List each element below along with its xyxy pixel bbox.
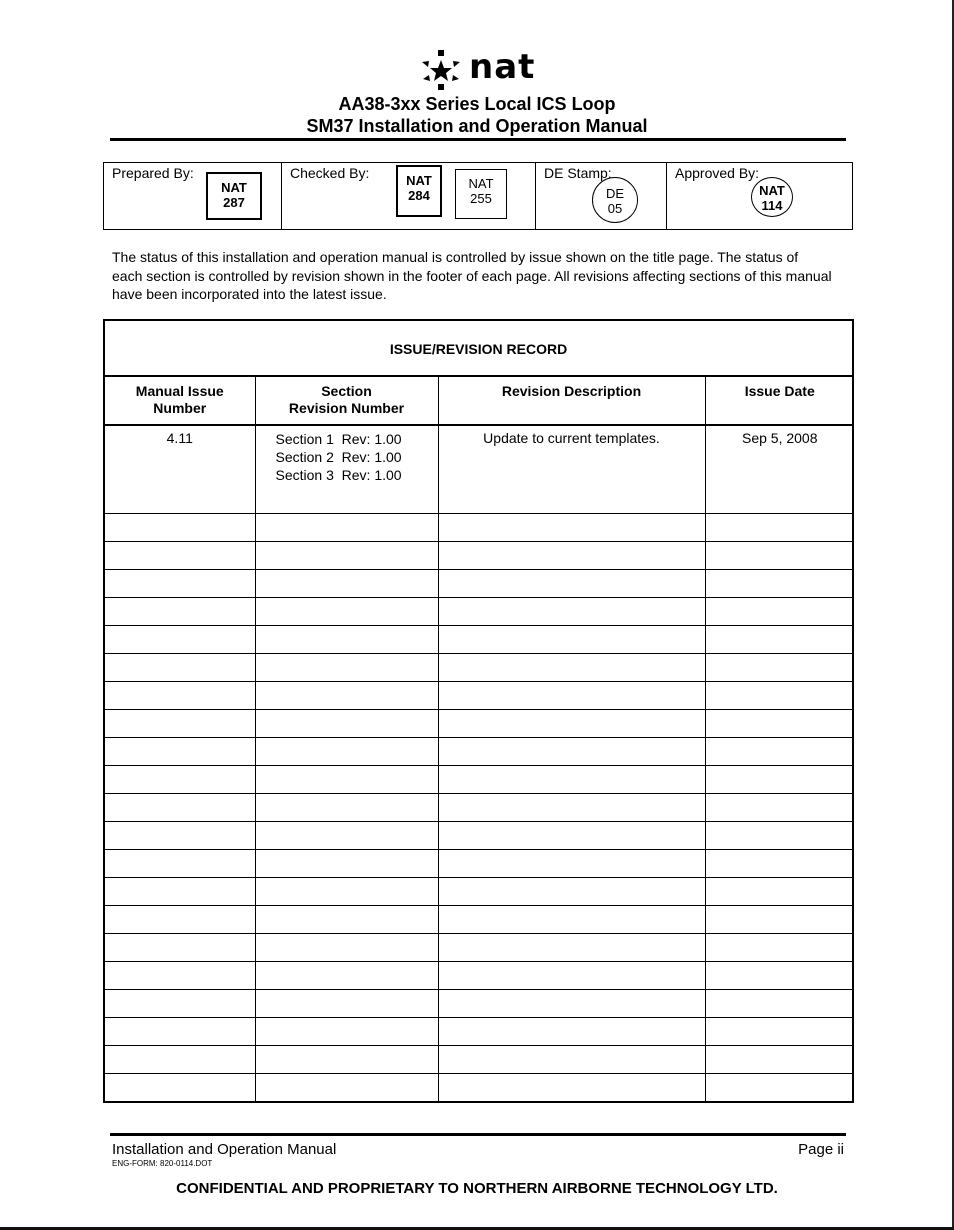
empty-cell [255, 905, 438, 933]
table-row [105, 821, 854, 849]
header-line: Manual Issue [135, 383, 224, 399]
empty-cell [438, 821, 705, 849]
empty-cell [438, 961, 705, 989]
table-row [105, 1017, 854, 1045]
empty-cell [705, 569, 854, 597]
section-revision: Section 3 Rev: 1.00 [275, 467, 402, 483]
empty-cell [705, 1017, 854, 1045]
empty-cell [438, 877, 705, 905]
stamp-line: 287 [223, 195, 245, 210]
table-row [105, 681, 854, 709]
empty-rows [105, 485, 854, 1101]
empty-cell [105, 513, 255, 541]
empty-cell [705, 961, 854, 989]
empty-cell [438, 485, 705, 513]
empty-cell [105, 569, 255, 597]
table-row [105, 989, 854, 1017]
table-row [105, 961, 854, 989]
table-row [105, 765, 854, 793]
empty-cell [705, 1045, 854, 1073]
empty-cell [255, 513, 438, 541]
table-row [105, 541, 854, 569]
table-row [105, 877, 854, 905]
document-title: AA38-3xx Series Local ICS Loop [338, 94, 616, 114]
empty-cell [438, 569, 705, 597]
empty-cell [255, 821, 438, 849]
empty-cell [438, 849, 705, 877]
approved-by-label: Approved By: [675, 165, 760, 181]
empty-cell [255, 485, 438, 513]
stamp-line: NAT [468, 176, 494, 191]
footer-divider [110, 1133, 846, 1136]
de-stamp-cell [536, 163, 667, 229]
table-row [105, 905, 854, 933]
description-cell: Update to current templates. [438, 425, 705, 485]
empty-cell [105, 597, 255, 625]
empty-cell [705, 989, 854, 1017]
stamp-line: DE [605, 186, 625, 201]
de-stamp-label: DE Stamp: [544, 165, 612, 181]
empty-cell [705, 709, 854, 737]
empty-cell [255, 709, 438, 737]
empty-cell [105, 541, 255, 569]
table-row [105, 625, 854, 653]
checked-by-cell [282, 163, 536, 229]
footer-manual-name: Installation and Operation Manual [112, 1141, 337, 1158]
stamp-line: 114 [761, 198, 783, 213]
empty-cell [705, 849, 854, 877]
empty-cell [255, 1045, 438, 1073]
empty-cell [705, 877, 854, 905]
empty-cell [105, 765, 255, 793]
empty-cell [255, 765, 438, 793]
empty-cell [255, 541, 438, 569]
empty-cell [705, 793, 854, 821]
empty-cell [105, 681, 255, 709]
table-row [105, 597, 854, 625]
empty-cell [705, 513, 854, 541]
empty-cell [705, 933, 854, 961]
empty-cell [255, 933, 438, 961]
table-row [105, 425, 854, 485]
header-section [255, 377, 438, 425]
empty-cell [255, 737, 438, 765]
header-divider [110, 138, 846, 141]
table-header-row [105, 377, 854, 425]
empty-cell [255, 569, 438, 597]
prepared-by-stamp [206, 172, 262, 220]
empty-cell [105, 933, 255, 961]
prepared-by-label: Prepared By: [112, 165, 194, 181]
footer-form-number: ENG-FORM: 820-0114.DOT [112, 1159, 213, 1168]
approved-by-cell [667, 163, 852, 229]
table-row [105, 933, 854, 961]
empty-cell [438, 681, 705, 709]
empty-cell [255, 653, 438, 681]
table-row [105, 513, 854, 541]
empty-cell [438, 765, 705, 793]
revision-table [105, 377, 854, 1101]
checked-by-stamp-1 [396, 165, 442, 217]
empty-cell [705, 625, 854, 653]
confidential-notice: CONFIDENTIAL AND PROPRIETARY TO NORTHERN AIRBORNE TECHNOLOGY LTD. [176, 1180, 778, 1197]
empty-cell [438, 1073, 705, 1101]
table-row [105, 793, 854, 821]
issue-date-cell: Sep 5, 2008 [741, 430, 818, 446]
stamp-line: NAT [221, 180, 247, 195]
empty-cell [255, 1017, 438, 1045]
empty-cell [255, 625, 438, 653]
issue-number-cell: 4.11 [105, 425, 255, 485]
table-row [105, 709, 854, 737]
empty-cell [705, 541, 854, 569]
empty-cell [705, 905, 854, 933]
empty-cell [705, 821, 854, 849]
empty-cell [255, 989, 438, 1017]
approved-by-seal [751, 177, 793, 217]
empty-cell [105, 653, 255, 681]
empty-cell [105, 1045, 255, 1073]
approval-block [103, 162, 853, 230]
revision-record-table [103, 319, 854, 1103]
section-revision: Section 1 Rev: 1.00 [275, 431, 402, 447]
empty-cell [438, 1045, 705, 1073]
empty-cell [105, 793, 255, 821]
empty-cell [105, 821, 255, 849]
checked-by-label: Checked By: [290, 165, 370, 181]
empty-cell [255, 961, 438, 989]
empty-cell [105, 849, 255, 877]
de-stamp-seal [592, 177, 638, 223]
header-date: Issue Date [705, 377, 854, 425]
stamp-line: 05 [607, 201, 623, 216]
empty-cell [255, 793, 438, 821]
table-row [105, 1045, 854, 1073]
empty-cell [438, 653, 705, 681]
empty-cell [705, 737, 854, 765]
page-number: Page ii [798, 1141, 844, 1158]
empty-cell [105, 905, 255, 933]
table-row [105, 653, 854, 681]
empty-cell [255, 849, 438, 877]
empty-cell [438, 513, 705, 541]
stamp-line: NAT [406, 173, 432, 188]
empty-cell [105, 989, 255, 1017]
checked-by-stamp-2 [455, 169, 507, 219]
empty-cell [255, 681, 438, 709]
empty-cell [105, 1017, 255, 1045]
empty-cell [438, 597, 705, 625]
empty-cell [438, 541, 705, 569]
empty-cell [705, 653, 854, 681]
empty-cell [438, 933, 705, 961]
nat-star-icon [419, 48, 463, 92]
prepared-by-cell [104, 163, 282, 229]
empty-cell [438, 905, 705, 933]
header-issue [105, 377, 255, 425]
status-paragraph: The status of this installation and operation manual is controlled by issue shown on the title page. The status of each section is controlled by revision shown in the footer of each page. All revisions affecting sections of this manual have been incorporated into the latest issue. [112, 249, 832, 302]
stamp-line: 255 [470, 191, 492, 206]
record-title: ISSUE/REVISION RECORD [105, 321, 852, 377]
empty-cell [105, 877, 255, 905]
header-line: Number [153, 400, 207, 416]
empty-cell [105, 709, 255, 737]
table-row [105, 485, 854, 513]
empty-cell [705, 681, 854, 709]
empty-cell [105, 625, 255, 653]
empty-cell [255, 877, 438, 905]
empty-cell [438, 793, 705, 821]
empty-cell [438, 1017, 705, 1045]
empty-cell [438, 989, 705, 1017]
empty-cell [705, 765, 854, 793]
stamp-line: NAT [759, 183, 785, 198]
empty-cell [438, 625, 705, 653]
empty-cell [705, 485, 854, 513]
empty-cell [105, 1073, 255, 1101]
table-row [105, 737, 854, 765]
header-line: Revision Number [288, 400, 405, 416]
empty-cell [255, 1073, 438, 1101]
table-row [105, 1073, 854, 1101]
document-subtitle: SM37 Installation and Operation Manual [306, 116, 648, 136]
empty-cell [105, 961, 255, 989]
table-row [105, 849, 854, 877]
section-revision: Section 2 Rev: 1.00 [275, 449, 402, 465]
empty-cell [105, 485, 255, 513]
section-revisions-cell [255, 425, 438, 485]
empty-cell [255, 597, 438, 625]
header-line: Section [321, 383, 372, 399]
stamp-line: 284 [408, 188, 430, 203]
empty-cell [105, 737, 255, 765]
company-logo [0, 48, 954, 94]
empty-cell [705, 1073, 854, 1101]
empty-cell [438, 737, 705, 765]
empty-cell [705, 597, 854, 625]
logo-wordmark: nat [469, 47, 536, 87]
empty-cell [438, 709, 705, 737]
header-description: Revision Description [438, 377, 705, 425]
table-row [105, 569, 854, 597]
